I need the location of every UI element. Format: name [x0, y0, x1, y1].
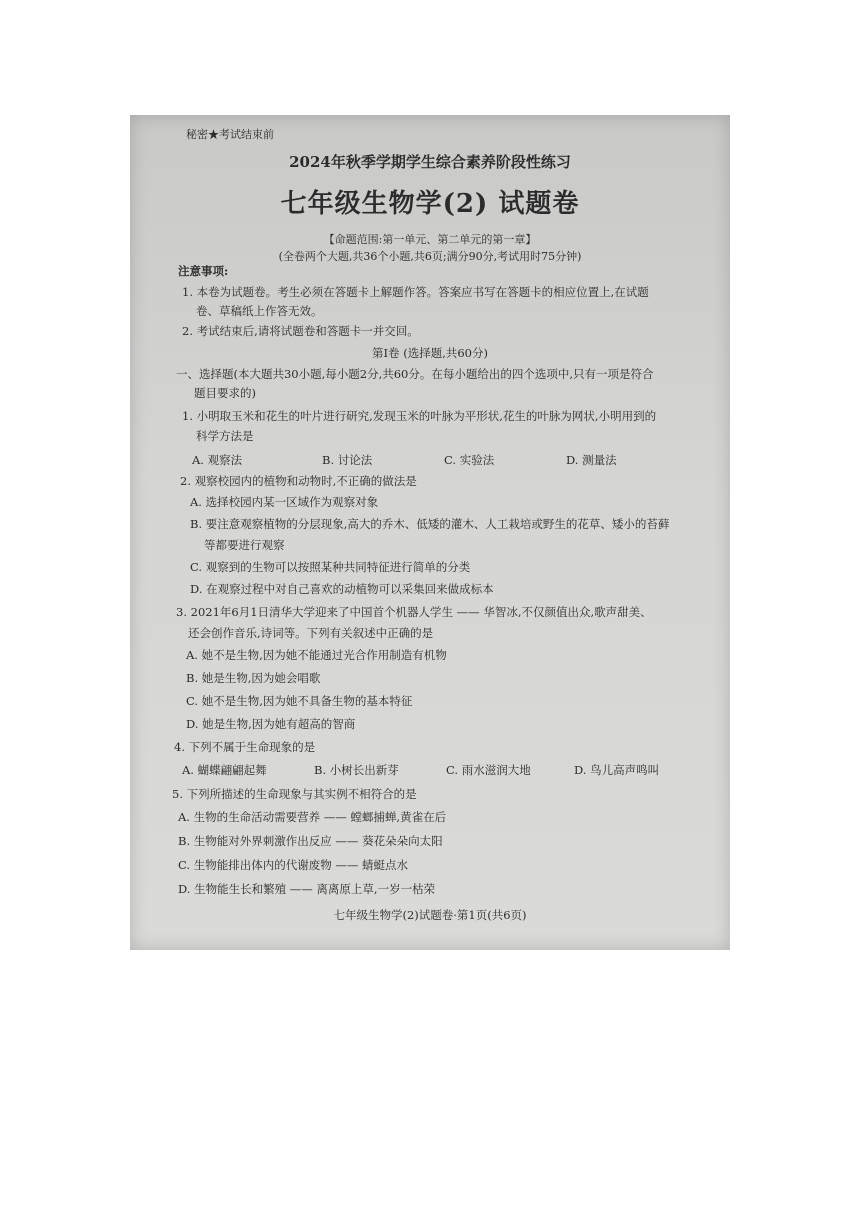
exam-info: (全卷两个大题,共36个小题,共6页;满分90分,考试用时75分钟) [278, 250, 582, 263]
part1-title: 第Ⅰ卷 (选择题,共60分) [372, 346, 488, 360]
q2-option-b-line1: B. 要注意观察植物的分层现象,高大的乔木、低矮的灌木、人工栽培或野生的花草、矮小的苔藓 [190, 517, 670, 531]
q4-option-b: B. 小树长出新芽 [314, 763, 399, 777]
section-instruction-line1: 一、选择题(本大题共30小题,每小题2分,共60分。在每小题给出的四个选项中,只有一项是符合 [176, 367, 654, 381]
q4-option-a: A. 蝴蝶翩翩起舞 [182, 763, 267, 777]
q5-stem: 5. 下列所描述的生命现象与其实例不相符合的是 [172, 787, 417, 801]
q2-stem: 2. 观察校园内的植物和动物时,不正确的做法是 [180, 474, 417, 488]
q1-option-b: B. 讨论法 [322, 453, 373, 467]
q2-option-c: C. 观察到的生物可以按照某种共同特征进行简单的分类 [190, 560, 471, 574]
page-footer: 七年级生物学(2)试题卷·第1页(共6页) [333, 908, 527, 922]
q1-option-a: A. 观察法 [192, 453, 243, 467]
q2-option-b-line2: 等都要进行观察 [204, 538, 285, 552]
exam-series-title: 2024年秋季学期学生综合素养阶段性练习 [289, 153, 571, 171]
section-instruction-line2: 题目要求的) [194, 386, 256, 400]
secret-label: 秘密★考试结束前 [186, 128, 274, 141]
exam-paper-title: 七年级生物学(2) 试题卷 [280, 189, 580, 219]
q5-option-b: B. 生物能对外界刺激作出反应 —— 葵花朵朵向太阳 [178, 834, 443, 848]
notes-title: 注意事项: [178, 264, 229, 278]
q1-option-c: C. 实验法 [444, 453, 495, 467]
q3-stem-line2: 还会创作音乐,诗词等。下列有关叙述中正确的是 [188, 626, 434, 640]
q3-stem-line1: 3. 2021年6月1日清华大学迎来了中国首个机器人学生 —— 华智冰,不仅颜值出众,歌声甜美、 [176, 605, 652, 619]
q2-option-d: D. 在观察过程中对自己喜欢的动植物可以采集回来做成标本 [190, 582, 494, 596]
note-1-line2: 卷、草稿纸上作答无效。 [196, 304, 323, 318]
exam-paper-photo [130, 115, 730, 950]
q5-option-c: C. 生物能排出体内的代谢废物 —— 蜻蜓点水 [178, 858, 409, 872]
q1-option-d: D. 测量法 [566, 453, 617, 467]
q3-option-b: B. 她是生物,因为她会唱歌 [186, 671, 321, 685]
note-2: 2. 考试结束后,请将试题卷和答题卡一并交回。 [182, 324, 419, 338]
exam-scope: 【命题范围:第一单元、第二单元的第一章】 [323, 233, 537, 246]
q5-option-d: D. 生物能生长和繁殖 —— 离离原上草,一岁一枯荣 [178, 882, 436, 896]
q3-option-a: A. 她不是生物,因为她不能通过光合作用制造有机物 [186, 648, 447, 662]
note-1-line1: 1. 本卷为试题卷。考生必须在答题卡上解题作答。答案应书写在答题卡的相应位置上,在试题 [182, 285, 649, 299]
q1-stem-line2: 科学方法是 [196, 429, 254, 443]
q3-option-d: D. 她是生物,因为她有超高的智商 [186, 717, 356, 731]
q3-option-c: C. 她不是生物,因为她不具备生物的基本特征 [186, 694, 413, 708]
q4-option-d: D. 鸟儿高声鸣叫 [574, 763, 660, 777]
q4-stem: 4. 下列不属于生命现象的是 [174, 740, 316, 754]
q1-stem-line1: 1. 小明取玉米和花生的叶片进行研究,发现玉米的叶脉为平形状,花生的叶脉为网状,小明用到的 [182, 409, 657, 423]
q2-option-a: A. 选择校园内某一区域作为观察对象 [190, 495, 379, 509]
q4-option-c: C. 雨水滋润大地 [446, 763, 531, 777]
q5-option-a: A. 生物的生命活动需要营养 —— 螳螂捕蝉,黄雀在后 [178, 810, 447, 824]
